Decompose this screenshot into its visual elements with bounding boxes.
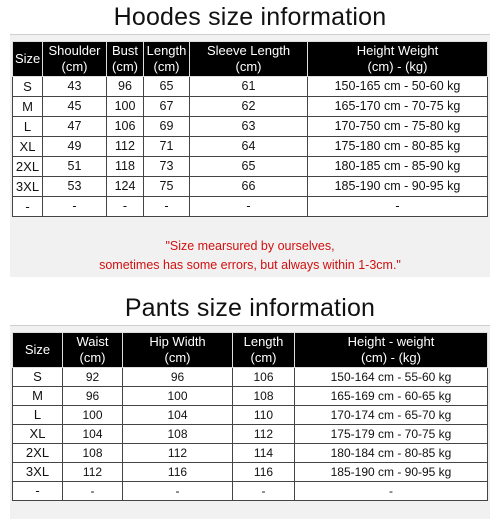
pants-cell: 150-164 cm - 55-60 kg <box>295 368 488 387</box>
hoodies-table-row <box>13 97 488 117</box>
pants-header-waist: Waist (cm) <box>63 333 123 368</box>
pants-cell: 2XL <box>13 444 63 463</box>
pants-table-row <box>13 482 488 501</box>
pants-cell: 170-174 cm - 65-70 kg <box>295 406 488 425</box>
hoodies-title: Hoodes size information <box>113 3 387 31</box>
hoodies-size-table <box>12 41 488 217</box>
pants-cell: 108 <box>233 387 295 406</box>
hoodies-cell: 165-170 cm - 70-75 kg <box>308 97 488 117</box>
hoodies-cell: 71 <box>144 137 190 157</box>
hoodies-cell: 66 <box>190 177 308 197</box>
hoodies-header-size: Size <box>13 42 43 77</box>
pants-cell: 180-184 cm - 80-85 kg <box>295 444 488 463</box>
pants-cell: 96 <box>63 387 123 406</box>
pants-cell: S <box>13 368 63 387</box>
pants-cell: 112 <box>63 463 123 482</box>
hoodies-cell: L <box>13 117 43 137</box>
hoodies-cell: 124 <box>107 177 144 197</box>
hoodies-cell: 106 <box>107 117 144 137</box>
hoodies-cell: 96 <box>107 77 144 97</box>
hoodies-measurement-note <box>12 217 488 277</box>
hoodies-cell: - <box>13 197 43 217</box>
pants-cell: 100 <box>123 387 233 406</box>
hoodies-cell: - <box>107 197 144 217</box>
pants-table-row <box>13 444 488 463</box>
pants-table-row <box>13 406 488 425</box>
pants-cell: 92 <box>63 368 123 387</box>
pants-header-row <box>13 333 488 368</box>
pants-note-cutoff <box>12 501 488 519</box>
pants-cell: - <box>123 482 233 501</box>
pants-cell: 175-179 cm - 70-75 kg <box>295 425 488 444</box>
hoodies-header-length: Length (cm) <box>144 42 190 77</box>
pants-table-row <box>13 368 488 387</box>
pants-table-row <box>13 463 488 482</box>
pants-table-row <box>13 425 488 444</box>
hoodies-table-body <box>13 77 488 217</box>
pants-cell: XL <box>13 425 63 444</box>
pants-cell: - <box>233 482 295 501</box>
hoodies-cell: 63 <box>190 117 308 137</box>
hoodies-table-row <box>13 197 488 217</box>
hoodies-header-shoulder: Shoulder (cm) <box>43 42 107 77</box>
pants-cell: 185-190 cm - 90-95 kg <box>295 463 488 482</box>
hoodies-cell: - <box>308 197 488 217</box>
pants-cell: M <box>13 387 63 406</box>
hoodies-cell: 150-165 cm - 50-60 kg <box>308 77 488 97</box>
pants-table-row <box>13 387 488 406</box>
hoodies-cell: 170-750 cm - 75-80 kg <box>308 117 488 137</box>
hoodies-cell: 112 <box>107 137 144 157</box>
pants-cell: - <box>13 482 63 501</box>
hoodies-cell: 75 <box>144 177 190 197</box>
hoodies-table-row <box>13 117 488 137</box>
hoodies-cell: 53 <box>43 177 107 197</box>
hoodies-note-line1: "Size mearsured by ourselves, <box>165 239 335 253</box>
pants-cell: - <box>295 482 488 501</box>
pants-table-body <box>13 368 488 501</box>
pants-cell: L <box>13 406 63 425</box>
pants-cell: 3XL <box>13 463 63 482</box>
pants-cell: 108 <box>123 425 233 444</box>
hoodies-cell: 185-190 cm - 90-95 kg <box>308 177 488 197</box>
pants-cell: 104 <box>123 406 233 425</box>
pants-cell: 112 <box>123 444 233 463</box>
hoodies-cell: 65 <box>144 77 190 97</box>
pants-cell: 116 <box>123 463 233 482</box>
pants-cell: 165-169 cm - 60-65 kg <box>295 387 488 406</box>
pants-cell: 116 <box>233 463 295 482</box>
pants-header-hip-width: Hip Width (cm) <box>123 333 233 368</box>
pants-size-table <box>12 332 488 501</box>
hoodies-cell: 64 <box>190 137 308 157</box>
hoodies-header-row <box>13 42 488 77</box>
hoodies-cell: - <box>144 197 190 217</box>
pants-header-size: Size <box>13 333 63 368</box>
hoodies-cell: XL <box>13 137 43 157</box>
pants-cell: 108 <box>63 444 123 463</box>
hoodies-cell: 3XL <box>13 177 43 197</box>
hoodies-cell: 43 <box>43 77 107 97</box>
hoodies-cell: 65 <box>190 157 308 177</box>
hoodies-table-row <box>13 157 488 177</box>
pants-cell: 114 <box>233 444 295 463</box>
pants-header-height-weight: Height - weight (cm) - (kg) <box>295 333 488 368</box>
pants-cell: 104 <box>63 425 123 444</box>
pants-cell: 106 <box>233 368 295 387</box>
pants-panel <box>10 325 490 519</box>
hoodies-header-sleeve: Sleeve Length (cm) <box>190 42 308 77</box>
hoodies-header-height-weight: Height Weight (cm) - (kg) <box>308 42 488 77</box>
hoodies-cell: 45 <box>43 97 107 117</box>
hoodies-cell: 100 <box>107 97 144 117</box>
hoodies-cell: M <box>13 97 43 117</box>
hoodies-header-bust: Bust (cm) <box>107 42 144 77</box>
hoodies-cell: 69 <box>144 117 190 137</box>
pants-cell: 100 <box>63 406 123 425</box>
hoodies-cell: 62 <box>190 97 308 117</box>
hoodies-note-line2: sometimes has some errors, but always within 1-3cm." <box>99 258 401 272</box>
pants-section <box>0 291 500 519</box>
hoodies-cell: 2XL <box>13 157 43 177</box>
hoodies-cell: 175-180 cm - 80-85 kg <box>308 137 488 157</box>
hoodies-cell: 73 <box>144 157 190 177</box>
hoodies-cell: 49 <box>43 137 107 157</box>
hoodies-cell: 61 <box>190 77 308 97</box>
hoodies-panel <box>10 34 490 277</box>
pants-cell: 110 <box>233 406 295 425</box>
hoodies-table-row <box>13 77 488 97</box>
hoodies-cell: S <box>13 77 43 97</box>
hoodies-cell: 67 <box>144 97 190 117</box>
hoodies-cell: 51 <box>43 157 107 177</box>
pants-cell: - <box>63 482 123 501</box>
hoodies-cell: 180-185 cm - 85-90 kg <box>308 157 488 177</box>
hoodies-cell: 118 <box>107 157 144 177</box>
pants-title: Pants size information <box>124 294 376 322</box>
hoodies-cell: - <box>43 197 107 217</box>
hoodies-cell: 47 <box>43 117 107 137</box>
hoodies-cell: - <box>190 197 308 217</box>
pants-cell: 112 <box>233 425 295 444</box>
pants-cell: 96 <box>123 368 233 387</box>
hoodies-table-row <box>13 177 488 197</box>
hoodies-table-row <box>13 137 488 157</box>
pants-header-length: Length (cm) <box>233 333 295 368</box>
